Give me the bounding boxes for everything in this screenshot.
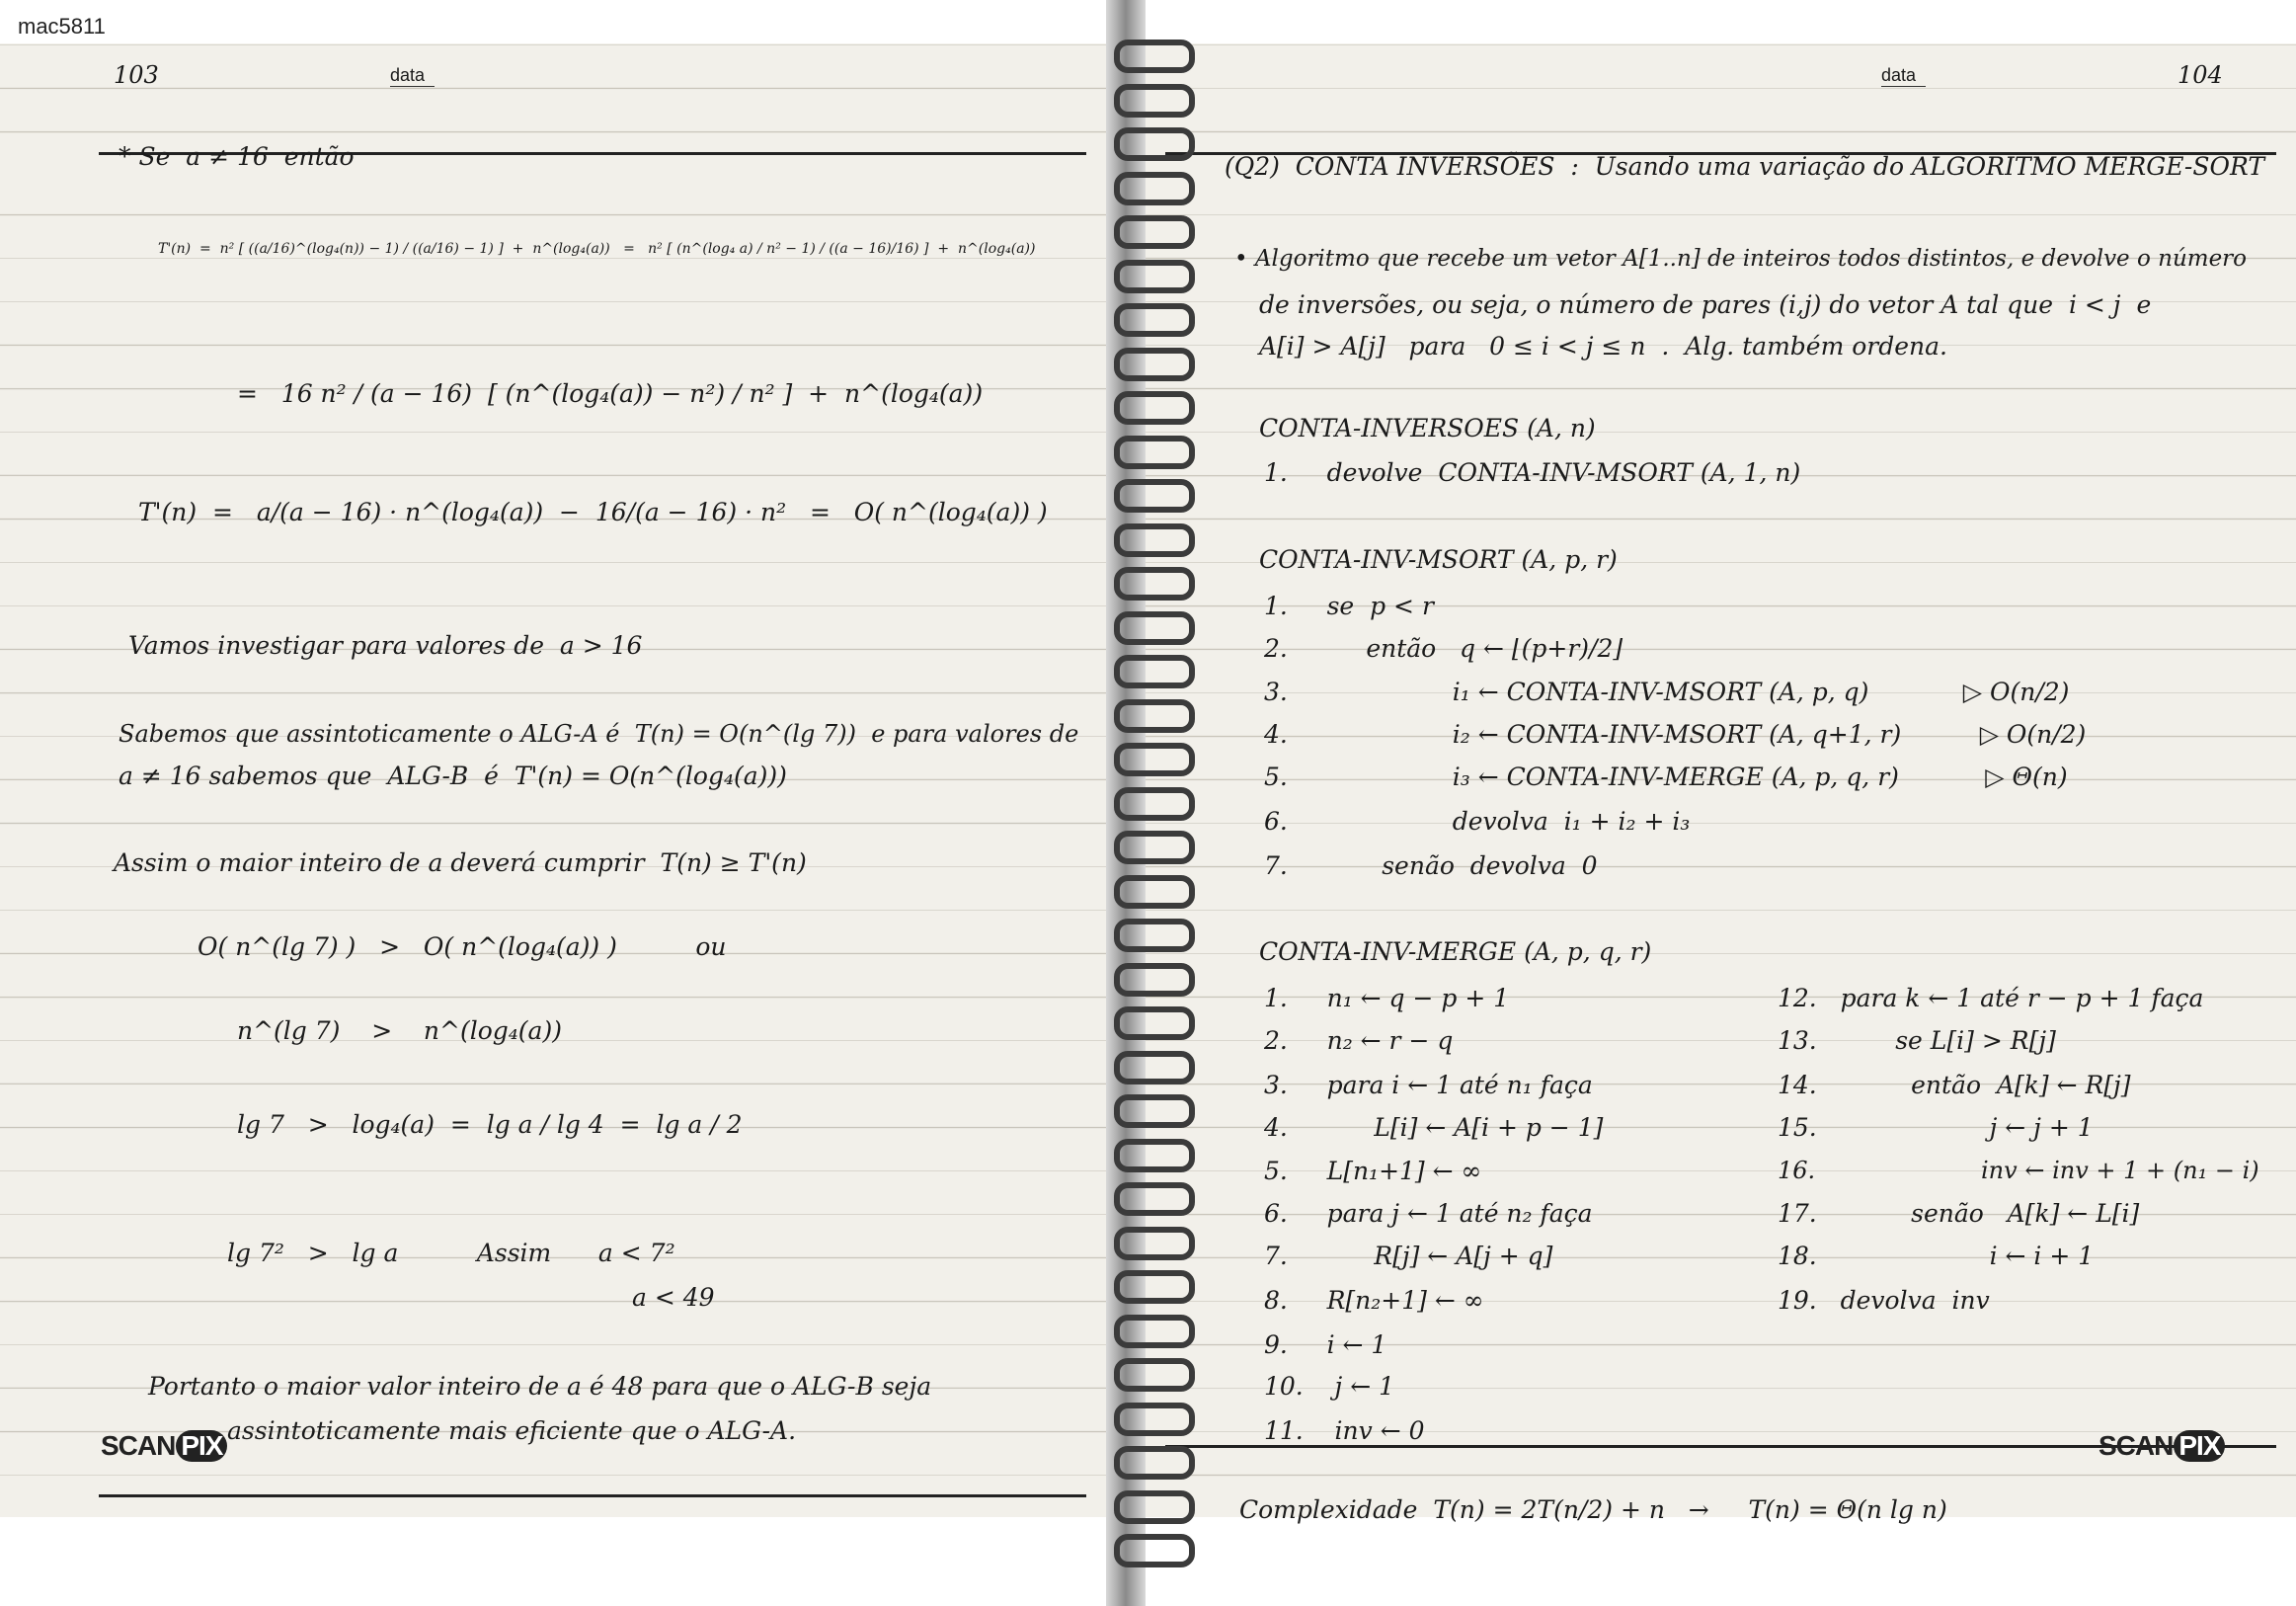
handwritten-line: 5. i₃ ← CONTA-INV-MERGE (A, p, q, r) ▷ Θ(n) xyxy=(1264,763,2068,791)
handwritten-line: 16. inv ← inv + 1 + (n₁ − i) xyxy=(1778,1157,2259,1184)
handwritten-line: A[i] > A[j] para 0 ≤ i < j ≤ n . Alg. também ordena. xyxy=(1259,332,1947,361)
spiral-coil xyxy=(1114,1094,1195,1128)
handwritten-line: * Se a ≠ 16 então xyxy=(119,142,355,171)
spiral-coil xyxy=(1114,1490,1195,1524)
handwritten-line: 2. então q ← ⌊(p+r)/2⌋ xyxy=(1264,634,1623,663)
handwritten-line: 11. inv ← 0 xyxy=(1264,1416,1425,1445)
handwritten-line: a < 49 xyxy=(632,1283,715,1312)
handwritten-line: a ≠ 16 sabemos que ALG-B é T'(n) = O(n^(log₄(a))) xyxy=(119,762,787,790)
spiral-coil xyxy=(1114,84,1195,118)
handwritten-line: 18. i ← i + 1 xyxy=(1778,1242,2095,1270)
handwritten-line: CONTA-INV-MSORT (A, p, r) xyxy=(1259,545,1618,574)
scanpix-logo: SCAN PIX xyxy=(101,1430,227,1462)
handwritten-line: (Q2) CONTA INVERSÕES : Usando uma variação do ALGORITMO MERGE-SORT xyxy=(1225,152,2265,181)
spiral-coil xyxy=(1114,1315,1195,1348)
spiral-coil xyxy=(1114,963,1195,997)
spiral-coil xyxy=(1114,919,1195,952)
handwritten-line: 17. senão A[k] ← L[i] xyxy=(1778,1199,2140,1228)
handwritten-line: 19. devolva inv xyxy=(1778,1286,1990,1315)
scanpix-logo: SCAN PIX xyxy=(2098,1430,2225,1462)
spiral-coil xyxy=(1114,127,1195,161)
handwritten-line: 4. L[i] ← A[i + p − 1] xyxy=(1264,1113,1604,1142)
handwritten-line: • Algoritmo que recebe um vetor A[1..n] de inteiros todos distintos, e devolve o número xyxy=(1234,246,2248,272)
handwritten-line: T'(n) = n² [ ((a/16)^(log₄(n)) − 1) / ((a/16) − 1) ] + n^(log₄(a)) = n² [ (n^(log₄ a) / n² − 1) / ((a − 16)/16) ] + n^(log₄(a)) xyxy=(158,241,1036,257)
spiral-coil xyxy=(1114,1358,1195,1392)
handwritten-line: 9. i ← 1 xyxy=(1264,1330,1387,1359)
handwritten-line: 6. devolva i₁ + i₂ + i₃ xyxy=(1264,807,1691,836)
handwritten-line: de inversões, ou seja, o número de pares (i,j) do vetor A tal que i < j e xyxy=(1259,290,2152,319)
handwritten-line: Assim o maior inteiro de a deverá cumprir T(n) ≥ T'(n) xyxy=(114,848,807,877)
spiral-coil xyxy=(1114,1403,1195,1436)
handwritten-line: O( n^(lg 7) ) > O( n^(log₄(a)) ) ou xyxy=(198,932,727,961)
handwritten-line: 10. j ← 1 xyxy=(1264,1372,1395,1401)
handwritten-line: 3. i₁ ← CONTA-INV-MSORT (A, p, q) ▷ O(n/2) xyxy=(1264,678,2070,706)
handwritten-line: CONTA-INVERSOES (A, n) xyxy=(1259,414,1596,442)
handwritten-line: lg 7 > log₄(a) = lg a / lg 4 = lg a / 2 xyxy=(237,1110,743,1139)
spiral-coil xyxy=(1114,699,1195,733)
handwritten-line: 7. R[j] ← A[j + q] xyxy=(1264,1242,1553,1270)
handwritten-line: Vamos investigar para valores de a > 16 xyxy=(128,631,643,660)
handwritten-line: 1. se p < r xyxy=(1264,592,1434,620)
spiral-coil xyxy=(1114,1006,1195,1040)
handwritten-line: n^(lg 7) > n^(log₄(a)) xyxy=(237,1016,562,1045)
handwritten-line: 3. para i ← 1 até n₁ faça xyxy=(1264,1071,1593,1099)
handwritten-line: 2. n₂ ← r − q xyxy=(1264,1026,1454,1055)
spiral-coil xyxy=(1114,1051,1195,1084)
handwritten-line: lg 7² > lg a Assim a < 7² xyxy=(227,1239,675,1267)
handwritten-line: 4. i₂ ← CONTA-INV-MSORT (A, q+1, r) ▷ O(n/2) xyxy=(1264,720,2087,749)
spiral-coil xyxy=(1114,655,1195,688)
spiral-coil xyxy=(1114,831,1195,864)
handwritten-line: CONTA-INV-MERGE (A, p, q, r) xyxy=(1259,937,1652,966)
handwritten-line: Portanto o maior valor inteiro de a é 48 para que o ALG-B seja xyxy=(148,1372,932,1401)
handwritten-line: = 16 n² / (a − 16) [ (n^(log₄(a)) − n²) / n² ] + n^(log₄(a)) xyxy=(237,379,984,408)
handwritten-line: 8. R[n₂+1] ← ∞ xyxy=(1264,1286,1484,1315)
spiral-coil xyxy=(1114,172,1195,205)
handwritten-line: assintoticamente mais eficiente que o ALG-A. xyxy=(227,1416,797,1445)
handwritten-line: 7. senão devolva 0 xyxy=(1264,851,1598,880)
spiral-coil xyxy=(1114,1182,1195,1216)
page-number: 104 xyxy=(2177,61,2223,89)
handwritten-line: 6. para j ← 1 até n₂ faça xyxy=(1264,1199,1593,1228)
spiral-coil xyxy=(1114,436,1195,469)
spiral-coil xyxy=(1114,567,1195,601)
handwritten-line: 1. n₁ ← q − p + 1 xyxy=(1264,984,1510,1012)
spiral-coil xyxy=(1114,1270,1195,1304)
handwritten-line: 13. se L[i] > R[j] xyxy=(1778,1026,2056,1055)
spiral-coil xyxy=(1114,1227,1195,1260)
spiral-coil xyxy=(1114,40,1195,73)
scan-header-label: mac5811 xyxy=(18,14,106,39)
spiral-coil xyxy=(1114,1139,1195,1172)
spiral-coil xyxy=(1114,523,1195,557)
spiral-coil xyxy=(1114,303,1195,337)
spiral-coil xyxy=(1114,479,1195,513)
spiral-coil xyxy=(1114,743,1195,776)
date-label: data xyxy=(1881,65,1926,87)
date-label: data xyxy=(390,65,435,87)
handwritten-line: T'(n) = a/(a − 16) · n^(log₄(a)) − 16/(a − 16) · n² = O( n^(log₄(a)) ) xyxy=(138,498,1048,526)
spiral-coil xyxy=(1114,611,1195,645)
spiral-coil xyxy=(1114,215,1195,249)
spiral-coil xyxy=(1114,787,1195,821)
page-bottom-rule xyxy=(99,1494,1086,1497)
spiral-coil xyxy=(1114,1446,1195,1480)
handwritten-line: Complexidade T(n) = 2T(n/2) + n → T(n) = Θ(n lg n) xyxy=(1239,1495,1947,1524)
spiral-coil xyxy=(1114,260,1195,293)
handwritten-line: 14. então A[k] ← R[j] xyxy=(1778,1071,2131,1099)
spiral-coil xyxy=(1114,875,1195,909)
page-number: 103 xyxy=(114,61,159,89)
handwritten-line: Sabemos que assintoticamente o ALG-A é T(n) = O(n^(lg 7)) e para valores de xyxy=(119,720,1079,748)
handwritten-line: 15. j ← j + 1 xyxy=(1778,1113,2094,1142)
spiral-coil xyxy=(1114,391,1195,425)
spiral-coil xyxy=(1114,1534,1195,1567)
handwritten-line: 1. devolve CONTA-INV-MSORT (A, 1, n) xyxy=(1264,458,1801,487)
handwritten-line: 5. L[n₁+1] ← ∞ xyxy=(1264,1157,1482,1185)
handwritten-line: 12. para k ← 1 até r − p + 1 faça xyxy=(1778,984,2204,1012)
spiral-coil xyxy=(1114,348,1195,381)
